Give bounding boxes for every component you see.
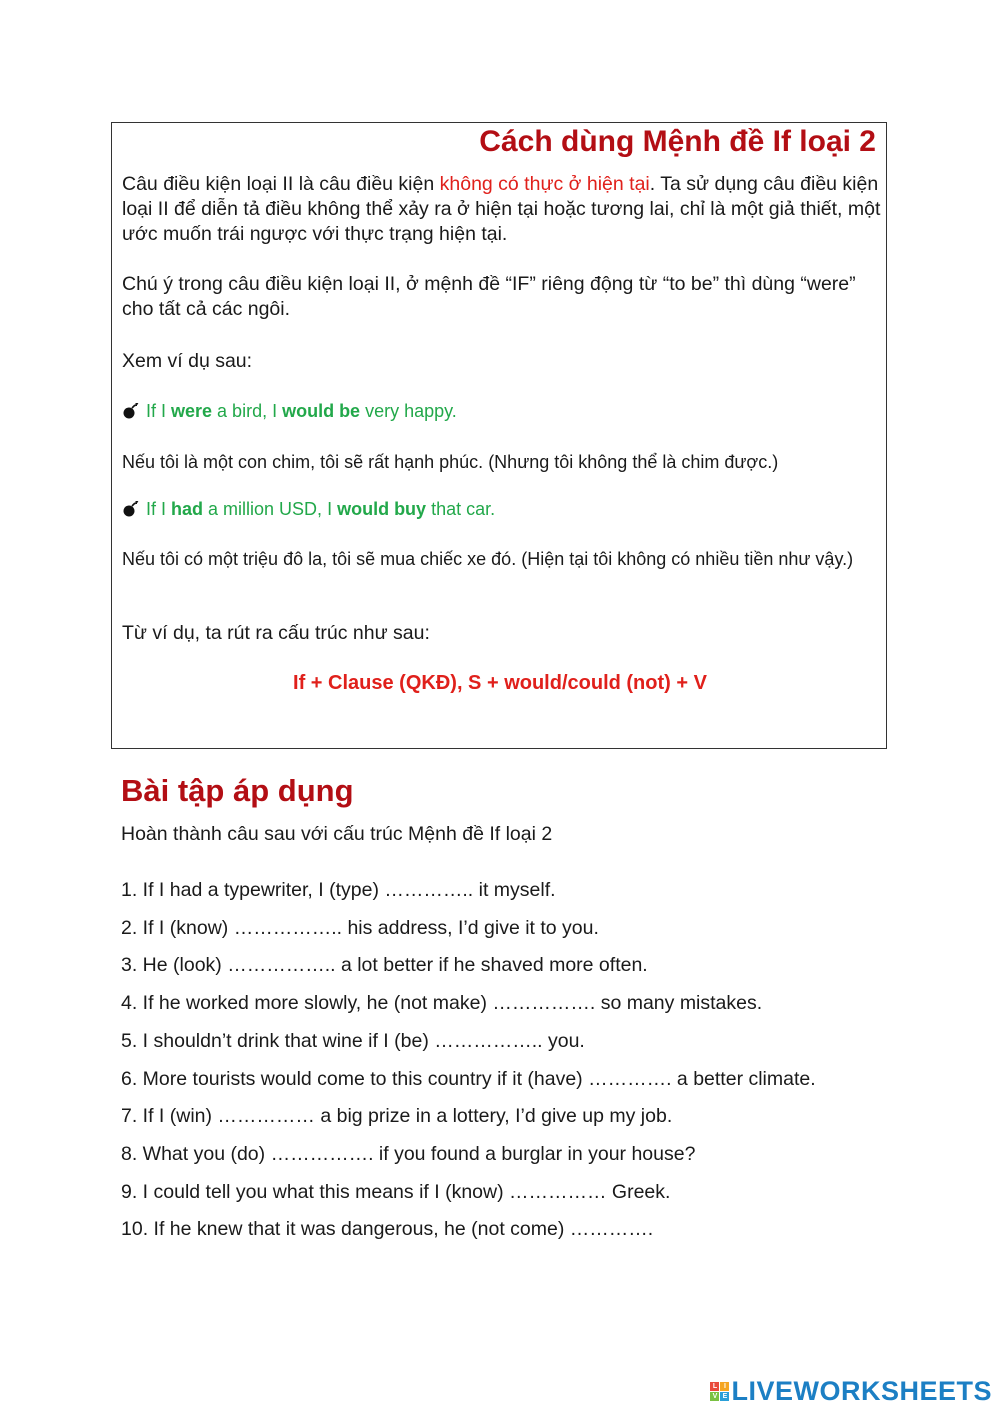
example-1-bold-1: were [171,401,213,421]
liveworksheets-logo [710,1376,992,1407]
bomb-icon [122,403,140,419]
exercise-instruction: Hoàn thành câu sau với cấu trúc Mệnh đề If loại 2 [121,823,553,845]
question-item: 6. More tourists would come to this country if it (have) …………. a better climate. [121,1067,816,1090]
question-item: 7. If I (win) …………… a big prize in a lottery, I’d give up my job. [121,1105,673,1128]
question-item: 4. If he worked more slowly, he (not make) ……………. so many mistakes. [121,992,763,1015]
structure-intro: Từ ví dụ, ta rút ra cấu trúc như sau: [122,622,430,644]
intro-highlight: không có thực ở hiện tại [439,173,650,195]
bomb-icon [122,501,140,517]
example-2-text-2: a million USD, I [203,499,338,519]
question-item: 5. I shouldn’t drink that wine if I (be) …………….. you. [121,1029,585,1052]
example-1-text-3: very happy. [360,401,457,421]
example-2-bold-2: would buy [337,499,427,519]
see-example-label: Xem ví dụ sau: [122,350,253,372]
example-2-bold-1: had [171,499,204,519]
logo-mark-icon [710,1382,729,1401]
intro-text-2: . Ta sử dụng câu điều kiện loại II để diễn tả điều không thể xảy ra ở hiện tại hoặc tương lai, chỉ là một giả thiết, một ước muốn trái ngược với thực trạng hiện tại. [122,173,881,245]
example-2 [122,499,495,520]
logo-letter: E [720,1392,729,1401]
formula: If + Clause (QKĐ), S + would/could (not) + V [293,672,707,694]
question-list [121,872,861,1249]
question-item: 10. If he knew that it was dangerous, he (not come) …………. [121,1218,654,1241]
exercise-title: Bài tập áp dụng [121,773,354,808]
question-item: 2. If I (know) …………….. his address, I’d give it to you. [121,916,599,939]
grammar-title: Cách dùng Mệnh đề If loại 2 [479,125,876,158]
example-1-translation: Nếu tôi là một con chim, tôi sẽ rất hạnh phúc. (Nhưng tôi không thể là chim được.) [122,452,779,472]
question-item: 3. He (look) …………….. a lot better if he shaved more often. [121,954,648,977]
logo-text: LIVEWORKSHEETS [731,1376,992,1406]
example-1-text-1: If I [146,401,172,421]
grammar-box [111,122,887,749]
example-1-bold-2: would be [282,401,361,421]
intro-text-1: Câu điều kiện loại II là câu điều kiện [122,173,440,195]
logo-letter: L [710,1382,719,1391]
example-1-text-2: a bird, I [212,401,283,421]
note-paragraph: Chú ý trong câu điều kiện loại II, ở mệnh đề “IF” riêng động từ “to be” thì dùng “were” cho tất cả các ngôi. [122,273,856,320]
example-1 [122,401,457,422]
example-2-text-1: If I [146,499,172,519]
logo-letter: V [710,1392,719,1401]
question-item: 1. If I had a typewriter, I (type) ………….. it myself. [121,879,556,901]
example-2-text-3: that car. [426,499,496,519]
question-item: 8. What you (do) ……………. if you found a burglar in your house? [121,1142,696,1165]
logo-letter: I [720,1382,729,1391]
intro-paragraph [122,172,882,247]
question-item: 9. I could tell you what this means if I (know) …………… Greek. [121,1180,671,1203]
example-2-translation: Nếu tôi có một triệu đô la, tôi sẽ mua chiếc xe đó. (Hiện tại tôi không có nhiều tiền như vậy.) [122,549,854,569]
